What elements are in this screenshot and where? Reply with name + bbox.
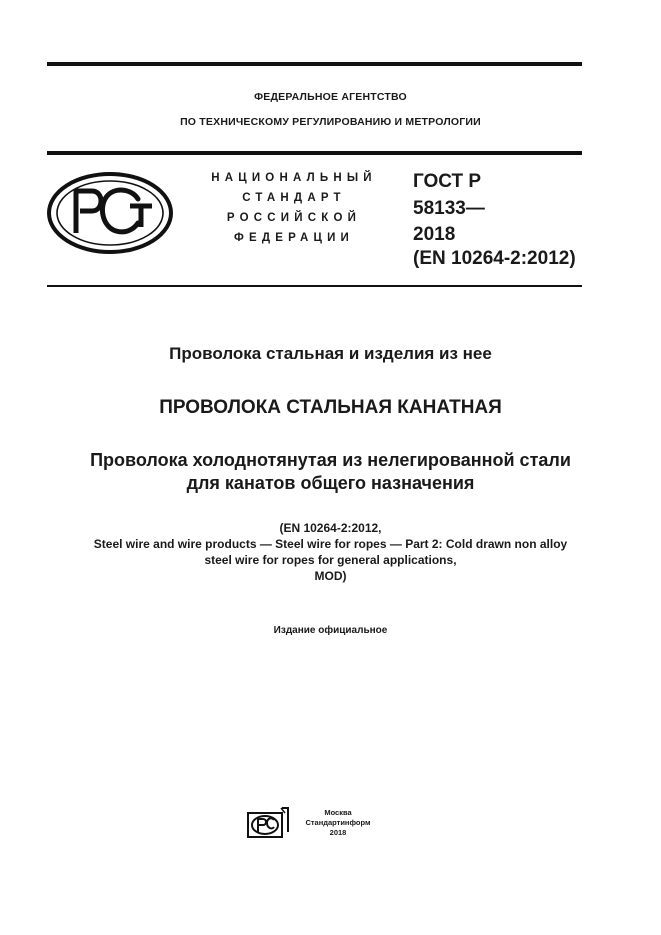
source-standard-line-1: (EN 10264-2:2012, — [279, 521, 382, 535]
group-title: Проволока стальная и изделия из нее — [169, 344, 492, 363]
header-bottom-rule — [47, 285, 582, 287]
national-standard-line-4: ФЕДЕРАЦИИ — [233, 232, 355, 244]
designation-line-3: 2018 — [413, 224, 456, 245]
source-standard-line-2: Steel wire and wire products — Steel wire for ropes — Part 2: Cold drawn non alloy — [93, 537, 568, 551]
publisher-city: Москва — [324, 808, 352, 817]
main-title: ПРОВОЛОКА СТАЛЬНАЯ КАНАТНАЯ — [159, 397, 502, 418]
subtitle-line-1: Проволока холоднотянутая из нелегированной стали — [90, 450, 571, 470]
source-standard-line-4: MOD) — [314, 569, 347, 583]
designation-line-4: (EN 10264-2:2012) — [413, 248, 576, 269]
national-standard-line-2: СТАНДАРТ — [242, 192, 346, 204]
top-rule — [47, 62, 582, 66]
source-standard-line-3: steel wire for ropes for general applications, — [204, 553, 457, 567]
national-standard-line-3: РОССИЙСКОЙ — [226, 212, 362, 224]
standartinform-logo-icon — [247, 806, 289, 838]
agency-line-1: ФЕДЕРАЛЬНОЕ АГЕНТСТВО — [254, 91, 407, 103]
header-rule — [47, 151, 582, 155]
rst-emblem-icon — [46, 171, 174, 255]
publisher-year: 2018 — [329, 828, 347, 837]
agency-line-2: ПО ТЕХНИЧЕСКОМУ РЕГУЛИРОВАНИЮ И МЕТРОЛОГИИ — [180, 116, 481, 128]
designation-line-2: 58133— — [413, 198, 485, 219]
national-standard-line-1: НАЦИОНАЛЬНЫЙ — [211, 172, 377, 184]
subtitle-line-2: для канатов общего назначения — [186, 473, 475, 493]
publisher-name: Стандартинформ — [305, 818, 371, 827]
edition-label: Издание официальное — [273, 625, 388, 636]
designation-line-1: ГОСТ Р — [413, 171, 482, 192]
